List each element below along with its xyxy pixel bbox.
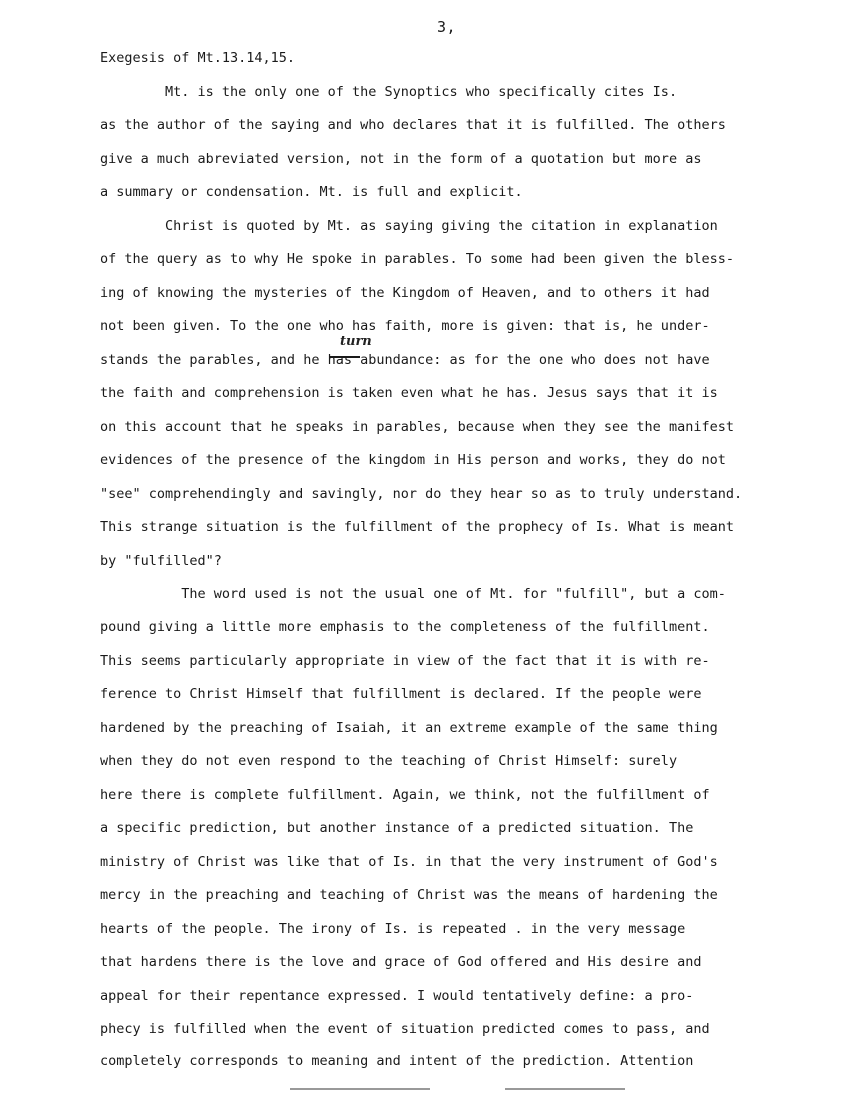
text-line: as the author of the saying and who declares that it is fulfilled. The others: [100, 117, 726, 133]
text-line: of the query as to why He spoke in parables. To some had been given the bless-: [100, 251, 734, 267]
text-line: hardened by the preaching of Isaiah, it an extreme example of the same thing: [100, 720, 718, 736]
text-line: hearts of the people. The irony of Is. is repeated . in the very message: [100, 921, 686, 937]
text-line: here there is complete fulfillment. Again, we think, not the fulfillment of: [100, 787, 710, 803]
section-heading: Exegesis of Mt.13.14,15.: [100, 50, 296, 66]
scan-artifact: [290, 1088, 430, 1090]
text-line: not been given. To the one who has faith, more is given: that is, he under-: [100, 318, 710, 334]
text-line: phecy is fulfilled when the event of situation predicted comes to pass, and: [100, 1021, 710, 1037]
text-line: completely corresponds to meaning and intent of the prediction. Attention: [100, 1053, 694, 1069]
text-line: This seems particularly appropriate in view of the fact that it is with re-: [100, 653, 710, 669]
text-line: that hardens there is the love and grace of God offered and His desire and: [100, 954, 702, 970]
text-line: ference to Christ Himself that fulfillment is declared. If the people were: [100, 686, 702, 702]
scan-artifact: [505, 1088, 625, 1090]
text-line: Mt. is the only one of the Synoptics who specifically cites Is.: [100, 84, 678, 100]
text-line: The word used is not the usual one of Mt. for "fulfill", but a com-: [100, 586, 726, 602]
handwritten-annotation: turn: [340, 334, 372, 349]
text-line: a specific prediction, but another instance of a predicted situation. The: [100, 820, 694, 836]
text-line: the faith and comprehension is taken even what he has. Jesus says that it is: [100, 385, 718, 401]
text-line: evidences of the presence of the kingdom in His person and works, they do not: [100, 452, 726, 468]
text-line: pound giving a little more emphasis to the completeness of the fulfillment.: [100, 619, 710, 635]
text-line: a summary or condensation. Mt. is full and explicit.: [100, 184, 523, 200]
text-line: This strange situation is the fulfillment of the prophecy of Is. What is meant: [100, 519, 734, 535]
text-line: "see" comprehendingly and savingly, nor do they hear so as to truly understand.: [100, 486, 743, 502]
text-line: appeal for their repentance expressed. I would tentatively define: a pro-: [100, 988, 694, 1004]
text-line: ministry of Christ was like that of Is. in that the very instrument of God's: [100, 854, 718, 870]
text-line: when they do not even respond to the teaching of Christ Himself: surely: [100, 753, 678, 769]
page-number: 3,: [437, 18, 457, 36]
text-line: give a much abreviated version, not in the form of a quotation but more as: [100, 151, 702, 167]
text-line: on this account that he speaks in parables, because when they see the manifest: [100, 419, 734, 435]
text-line: ing of knowing the mysteries of the Kingdom of Heaven, and to others it had: [100, 285, 710, 301]
text-line: by "fulfilled"?: [100, 553, 222, 569]
text-line: mercy in the preaching and teaching of Christ was the means of hardening the: [100, 887, 718, 903]
text-line: Christ is quoted by Mt. as saying giving the citation in explanation: [100, 218, 718, 234]
text-line: stands the parables, and he has abundance: as for the one who does not have: [100, 352, 710, 368]
